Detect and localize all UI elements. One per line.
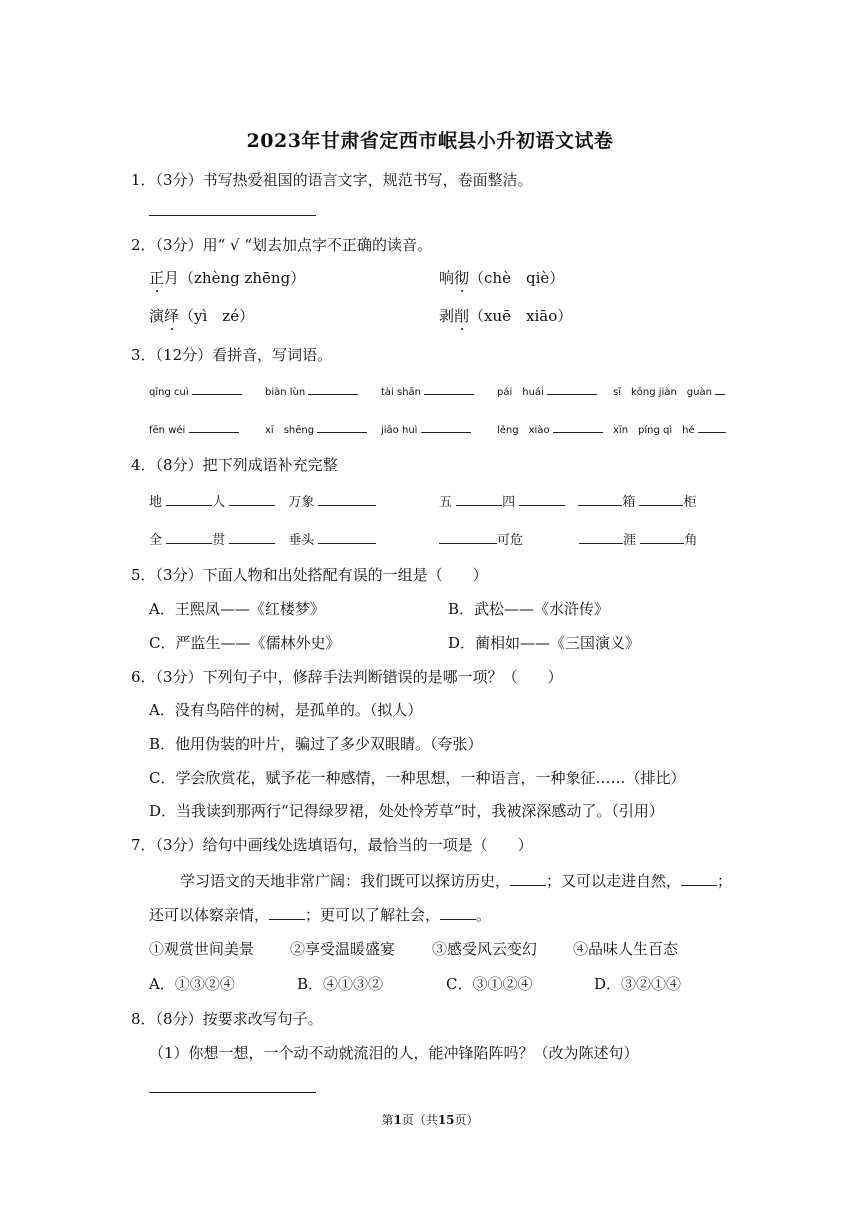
passage-blank[interactable] (269, 905, 305, 920)
idiom-row-1-right: 五 四 箱 柜 (439, 491, 697, 513)
pinyin-blank[interactable] (547, 384, 597, 395)
passage-blank[interactable] (440, 905, 476, 920)
idiom-blank[interactable] (578, 491, 622, 506)
question-1-answer-line[interactable] (149, 215, 316, 216)
idiom-blank[interactable] (456, 491, 502, 506)
question-5-label: 5．（3分）下面人物和出处搭配有误的一组是（ ） (131, 566, 488, 584)
idiom-blank[interactable] (229, 491, 275, 506)
idiom-row-2-left: 全 贯 垂头 (149, 529, 376, 551)
idiom-blank[interactable] (640, 529, 684, 544)
question-7-choice-1: ①观赏世间美景 (149, 940, 255, 958)
question-2-item-3: 演绎（yì zé） (149, 307, 255, 325)
question-7-option-c[interactable]: C．③①②④ (446, 975, 533, 993)
question-5-option-a[interactable]: A．王熙凤——《红楼梦》 (149, 600, 325, 618)
pinyin-item: lěng xiào (497, 422, 603, 438)
pinyin-item: sī kōng jiàn guàn (613, 384, 725, 400)
question-6-option-d[interactable]: D．当我读到那两行“记得绿罗裙，处处怜芳草”时，我被深深感动了。（引用） (149, 802, 664, 820)
question-5-option-c[interactable]: C．严监生——《儒林外史》 (149, 634, 341, 652)
idiom-blank[interactable] (318, 491, 376, 506)
pinyin-item: pái huái (497, 384, 597, 400)
question-6-option-c[interactable]: C．学会欣赏花，赋予花一种感情，一种思想，一种语言，一种象征……（排比） (149, 769, 686, 787)
pinyin-item: xī shēng (265, 422, 367, 438)
question-7-choice-2: ②享受温暖盛宴 (290, 940, 396, 958)
pinyin-item: xīn píng qì hé (613, 422, 726, 438)
pinyin-blank[interactable] (317, 422, 367, 433)
idiom-row-2-right: 可危 涯 角 (439, 529, 697, 551)
question-7-option-b[interactable]: B．④①③② (297, 975, 384, 993)
pinyin-blank[interactable] (715, 384, 725, 395)
idiom-blank[interactable] (519, 491, 565, 506)
idiom-blank[interactable] (439, 529, 497, 544)
pinyin-item: biàn lùn (265, 384, 358, 400)
pinyin-blank[interactable] (192, 384, 242, 395)
pinyin-blank[interactable] (189, 422, 239, 433)
question-3-label: 3．（12分）看拼音，写词语。 (131, 346, 333, 364)
page-number: 第1页（共15页） (381, 1113, 479, 1127)
page-title: 2023年甘肃省定西市岷县小升初语文试卷 (246, 130, 614, 152)
idiom-blank[interactable] (229, 529, 275, 544)
question-2-label: 2．（3分）用“ √ “划去加点字不正确的读音。 (131, 236, 433, 254)
pinyin-blank[interactable] (421, 422, 471, 433)
question-1-label: 1．（3分）书写热爱祖国的语言文字，规范书写，卷面整洁。 (131, 171, 533, 189)
idiom-row-1-left: 地 人 万象 (149, 491, 376, 513)
question-4-label: 4．（8分）把下列成语补充完整 (131, 456, 338, 474)
pinyin-blank[interactable] (308, 384, 358, 395)
pinyin-blank[interactable] (698, 422, 726, 433)
pinyin-item: qīng cuì (149, 384, 242, 400)
question-7-option-a[interactable]: A．①③②④ (149, 975, 235, 993)
pinyin-blank[interactable] (424, 384, 474, 395)
question-7-passage-line-2: 还可以体察亲情， ；更可以了解社会， 。 (149, 906, 492, 924)
question-7-label: 7．（3分）给句中画线处选填语句，最恰当的一项是（ ） (131, 836, 533, 854)
question-2-item-2: 响彻（chè qiè） (439, 269, 565, 287)
idiom-blank[interactable] (318, 529, 376, 544)
idiom-blank[interactable] (639, 491, 683, 506)
idiom-blank[interactable] (166, 529, 212, 544)
question-8-answer-line[interactable] (149, 1092, 316, 1093)
question-7-choice-3: ③感受风云变幻 (432, 940, 538, 958)
question-5-option-d[interactable]: D．蔺相如——《三国演义》 (448, 634, 641, 652)
pinyin-item: fēn wéi (149, 422, 239, 438)
idiom-blank[interactable] (579, 529, 623, 544)
question-2-item-1: 正月（zhèng zhēng） (149, 269, 306, 287)
pinyin-item: jiāo huì (381, 422, 471, 438)
passage-blank[interactable] (681, 871, 717, 886)
question-5-option-b[interactable]: B．武松——《水浒传》 (448, 600, 610, 618)
pinyin-blank[interactable] (553, 422, 603, 433)
question-7-option-d[interactable]: D．③②①④ (594, 975, 682, 993)
question-6-label: 6．（3分）下列句子中，修辞手法判断错误的是哪一项？（ ） (131, 668, 563, 686)
question-7-choice-4: ④品味人生百态 (573, 940, 679, 958)
question-8-label: 8．（8分）按要求改写句子。 (131, 1010, 323, 1028)
question-7-passage-line-1: 学习语文的天地非常广阔：我们既可以探访历史， ；又可以走进自然， ； (180, 872, 733, 890)
question-2-item-4: 剥削（xuē xiāo） (439, 307, 573, 325)
pinyin-item: tài shān (381, 384, 474, 400)
question-6-option-b[interactable]: B．他用伪装的叶片，骗过了多少双眼睛。（夸张） (149, 735, 483, 753)
question-6-option-a[interactable]: A．没有鸟陪伴的树，是孤单的。（拟人） (149, 701, 423, 719)
passage-blank[interactable] (510, 871, 546, 886)
question-8-sub-1: （1）你想一想，一个动不动就流泪的人，能冲锋陷阵吗？（改为陈述句） (149, 1044, 639, 1062)
idiom-blank[interactable] (166, 491, 212, 506)
